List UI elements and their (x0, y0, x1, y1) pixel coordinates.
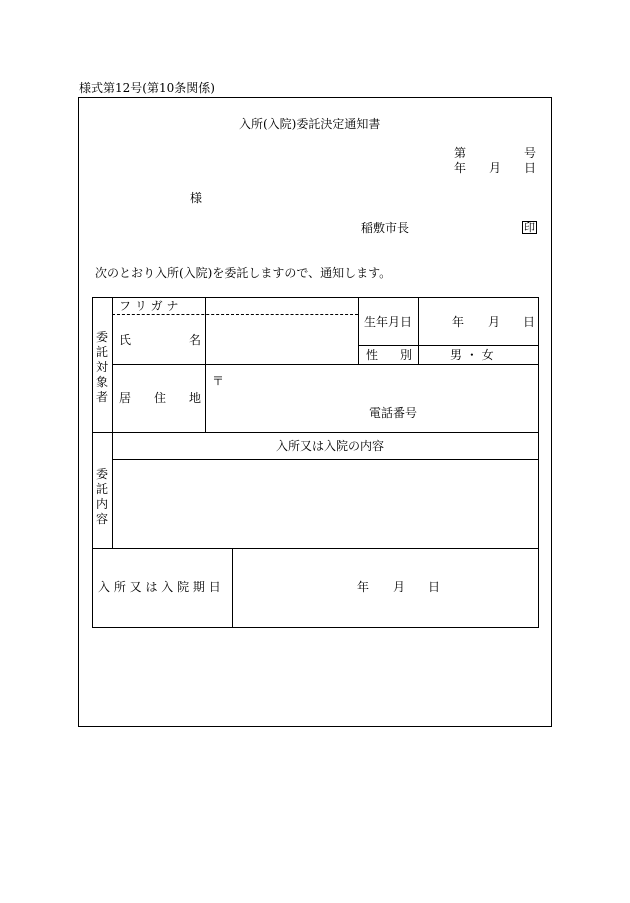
issuer-name: 稲敷市長 (361, 221, 410, 235)
date-month: 月 (489, 161, 502, 175)
table-line (92, 627, 539, 628)
intro-text: 次のとおり入所(入院)を委託しますので、通知します。 (95, 266, 392, 280)
period-day: 日 (428, 580, 441, 594)
section-label-content: 委託内容 (95, 467, 108, 526)
table-line (112, 297, 113, 548)
table-line (112, 459, 539, 460)
name-label-b: 名 (189, 333, 202, 347)
date-year: 年 (454, 161, 467, 175)
table-line (92, 297, 539, 298)
doc-number-dai: 第 (454, 146, 467, 160)
birthdate-year: 年 (452, 315, 465, 329)
sex-label-b: 別 (400, 348, 413, 362)
phone-label: 電話番号 (369, 406, 418, 420)
doc-number-go: 号 (524, 146, 537, 160)
birthdate-label: 生年月日 (364, 315, 413, 329)
table-line (538, 297, 539, 628)
seal-mark: 印 (524, 221, 535, 234)
section-label-subject: 委託対象者 (95, 330, 108, 404)
table-line (112, 364, 539, 365)
table-line (205, 297, 206, 432)
birthdate-day: 日 (523, 315, 536, 329)
address-label-a: 居 (119, 391, 132, 405)
address-label-c: 地 (189, 391, 202, 405)
postal-mark: 〒 (212, 374, 225, 388)
name-label-a: 氏 (119, 333, 132, 347)
document-title: 入所(入院)委託決定通知書 (239, 117, 381, 131)
table-line (92, 548, 539, 549)
period-month: 月 (393, 580, 406, 594)
content-header: 入所又は入院の内容 (276, 439, 385, 453)
table-line (358, 297, 359, 364)
table-line (418, 297, 419, 364)
table-line (92, 297, 93, 628)
table-line (358, 345, 539, 346)
period-label: 入 所 又 は 入 院 期 日 (98, 580, 221, 594)
period-year: 年 (357, 580, 370, 594)
furigana-divider (112, 314, 358, 315)
sex-options: 男 ・ 女 (450, 348, 494, 362)
sex-label-a: 性 (366, 348, 379, 362)
table-line (232, 548, 233, 627)
date-day: 日 (524, 161, 537, 175)
addressee-suffix: 様 (190, 191, 203, 205)
birthdate-month: 月 (488, 315, 501, 329)
address-label-b: 住 (154, 391, 167, 405)
document-frame (78, 97, 552, 727)
table-line (92, 432, 539, 433)
form-number: 様式第12号(第10条関係) (79, 81, 215, 95)
furigana-label: フ リ ガ ナ (119, 299, 179, 313)
